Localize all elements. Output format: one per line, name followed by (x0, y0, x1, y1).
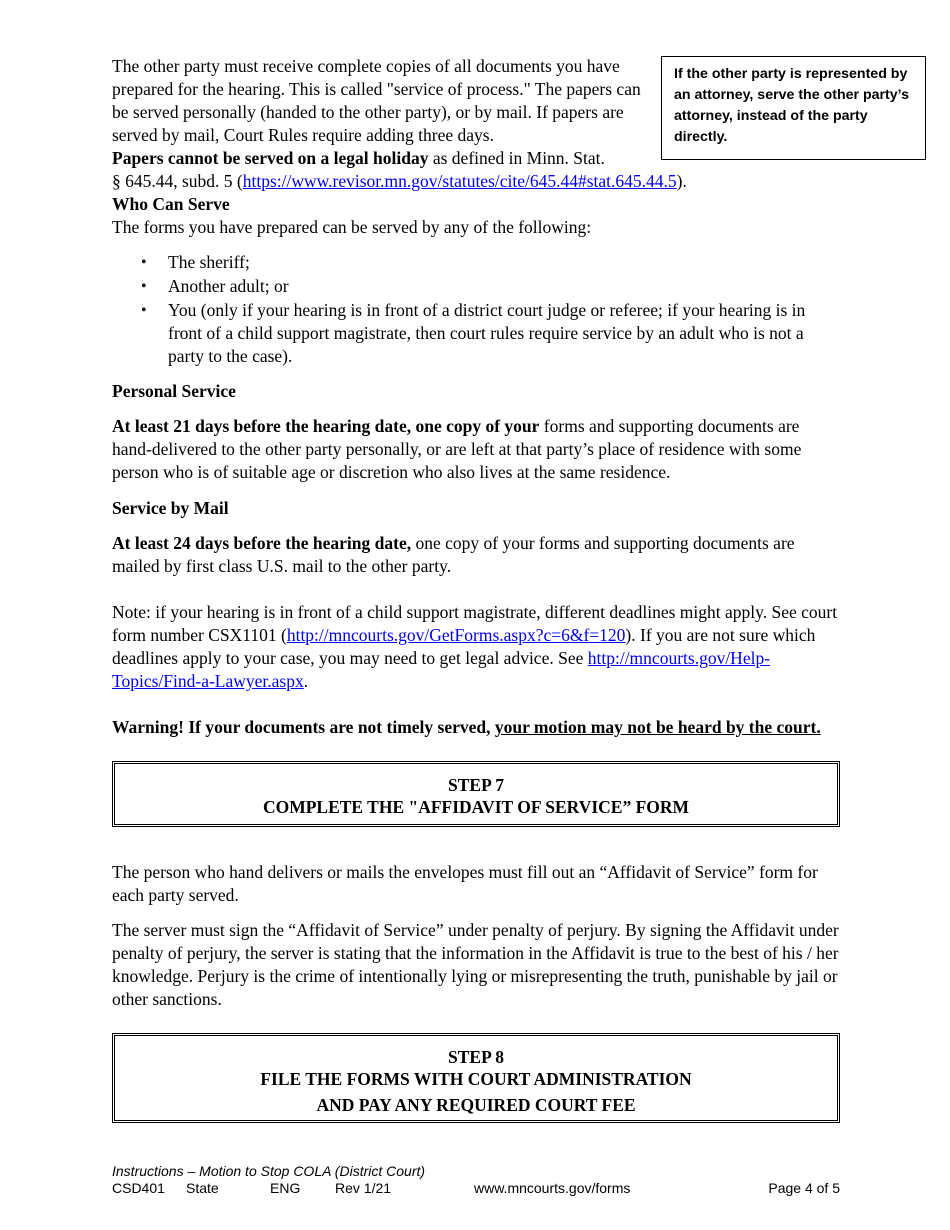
affidavit-instructions: The person who hand delivers or mails the envelopes must fill out an “Affidavit of Service” form for each party served. (112, 862, 818, 905)
footer-form-title: Instructions – Motion to Stop COLA (District Court) (112, 1163, 426, 1179)
step-8-number: STEP 8 (448, 1047, 504, 1067)
page-footer (112, 1163, 840, 1197)
server-options-list (112, 251, 840, 368)
footer-website: www.mncourts.gov/forms (474, 1180, 631, 1196)
who-can-serve-intro: The forms you have prepared can be served by any of the following: (112, 217, 592, 237)
holiday-rule-bold: Papers cannot be served on a legal holiday (112, 148, 429, 168)
footer-jurisdiction: State (186, 1180, 219, 1196)
personal-service-bold: At least 21 days before the hearing date, one copy of your (112, 416, 540, 436)
step-8-line-1: FILE THE FORMS WITH COURT ADMINISTRATION (260, 1069, 692, 1089)
document-body (112, 55, 840, 1123)
service-intro-text: The other party must receive complete copies of all documents you have prepared for the hearing. This is called "service of process." The papers can be served personally (handed to the other party), or by mail. If papers are served by mail, Court Rules require adding three days. (112, 56, 641, 145)
find-lawyer-link[interactable]: http://mncourts.gov/Help-Topics/Find-a-Lawyer.aspx (112, 648, 771, 691)
statute-link[interactable]: https://www.revisor.mn.gov/statutes/cite/645.44#stat.645.44.5 (242, 171, 677, 191)
service-by-mail-heading: Service by Mail (112, 498, 229, 518)
service-warning-lead: Warning! If your documents are not timely served, (112, 717, 495, 737)
deadline-note (112, 601, 840, 693)
deadline-note-part3: . (303, 671, 309, 691)
step-7-number: STEP 7 (448, 775, 504, 795)
footer-revision: Rev 1/21 (335, 1180, 392, 1196)
step-7-title: COMPLETE THE "AFFIDAVIT OF SERVICE” FORM (262, 797, 690, 817)
server-option-adult: • Another adult; or (168, 275, 840, 298)
personal-service-rest: forms and supporting documents are hand-delivered to the other party personally, or are left at that party’s place of residence with some person who is of suitable age or discretion who also lives at the same residence. (112, 416, 802, 482)
forms-link[interactable]: http://mncourts.gov/GetForms.aspx?c=6&f=120 (286, 625, 626, 645)
service-by-mail-bold: At least 24 days before the hearing date, (112, 533, 412, 553)
statute-prefix: § 645.44, subd. 5 ( (112, 171, 243, 191)
step-8-line-2: AND PAY ANY REQUIRED COURT FEE (316, 1095, 636, 1115)
who-can-serve-heading: Who Can Serve (112, 194, 230, 214)
personal-service-heading: Personal Service (112, 381, 236, 401)
service-warning-underlined: your motion may not be heard by the court. (494, 717, 821, 737)
deadline-note-part2: ). If you are not sure which deadlines apply to your case, you may need to get legal advice. See (112, 625, 816, 668)
service-by-mail-rest: one copy of your forms and supporting documents are mailed by first class U.S. mail to the other party. (112, 533, 795, 576)
holiday-rule-rest: as defined in Minn. Stat. (428, 148, 605, 168)
statute-suffix: ). (676, 171, 687, 191)
step-8-box (112, 1033, 840, 1123)
perjury-explanation: The server must sign the “Affidavit of Service” under penalty of perjury. By signing the Affidavit under penalty of perjury, the server is stating that the information in the Affidavit is true to the best of his / her knowledge. Perjury is the crime of intentionally lying or misrepresenting the truth, punishable by jail or other sanctions. (112, 920, 839, 1009)
footer-form-code: CSD401 (112, 1180, 165, 1196)
attorney-service-note-text: If the other party is represented by an attorney, serve the other party’s attorney, instead of the party directly. (674, 66, 909, 145)
service-intro (112, 55, 840, 193)
holiday-rule (112, 147, 652, 170)
statute-reference (112, 170, 840, 193)
footer-meta-row (112, 1180, 840, 1197)
service-by-mail-text (112, 532, 840, 578)
footer-page-number: Page 4 of 5 (768, 1180, 840, 1196)
footer-language: ENG (270, 1180, 301, 1196)
server-option-sheriff: • The sheriff; (168, 251, 840, 274)
step-7-box (112, 761, 840, 827)
personal-service-text (112, 415, 840, 484)
server-option-self: • You (only if your hearing is in front of a district court judge or referee; if your hearing is in front of a child support magistrate, then court rules require service by an adult who is not a party to the case). (168, 299, 840, 368)
service-warning (112, 716, 840, 739)
deadline-note-part1: Note: if your hearing is in front of a child support magistrate, different deadlines might apply. See court form number CSX1101 ( (112, 602, 838, 645)
